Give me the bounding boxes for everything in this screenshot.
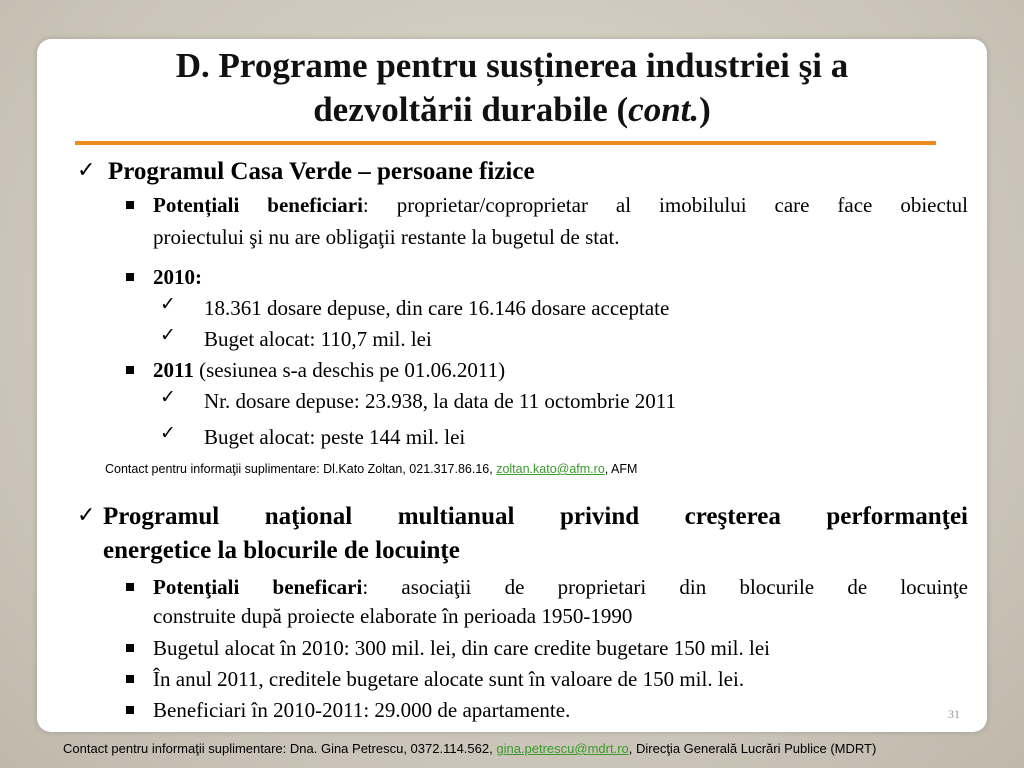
y2011-item-2: Buget alocat: peste 144 mil. lei (204, 425, 466, 449)
section2-beneficiari-line1 (153, 574, 968, 600)
check-icon: ✓ (160, 422, 176, 444)
page-number: 31 (948, 707, 960, 721)
year-2010-label: 2010: (153, 265, 202, 289)
square-bullet-icon (126, 675, 134, 683)
beneficiari-text: : asociaţii de proprietari din blocurile de locuinţe (362, 575, 968, 599)
section1-beneficiari-line2: proiectului şi nu are obligaţii restante la bugetul de stat. (153, 225, 620, 249)
year-2011-line (153, 357, 505, 383)
check-icon: ✓ (77, 503, 96, 528)
title-underline (75, 141, 936, 145)
footer-text: Contact pentru informaţii suplimentare: Dna. Gina Petrescu, 0372.114.562, (63, 741, 497, 756)
section2-item-1: Bugetul alocat în 2010: 300 mil. lei, din care credite bugetare 150 mil. lei (153, 636, 770, 660)
contact-org: , AFM (604, 462, 638, 476)
section2-item-3: Beneficiari în 2010-2011: 29.000 de apartamente. (153, 698, 571, 722)
section2-beneficiari-line2: construite după proiecte elaborate în perioada 1950-1990 (153, 604, 633, 628)
section2-heading-line2: energetice la blocurile de locuinţe (103, 537, 460, 564)
square-bullet-icon (126, 201, 134, 209)
section1-beneficiari-line1 (153, 192, 968, 218)
y2010-item-1: 18.361 dosare depuse, din care 16.146 dosare acceptate (204, 296, 670, 320)
title-line-2-italic: cont. (628, 90, 700, 129)
year-2011-label: 2011 (153, 358, 194, 382)
title-line-1: D. Programe pentru susținerea industriei şi a (175, 46, 849, 85)
title-line-2 (0, 88, 1024, 132)
y2011-item-1: Nr. dosare depuse: 23.938, la data de 11 octombrie 2011 (204, 389, 676, 413)
beneficiari-label: Potențiali beneficiari (153, 193, 363, 217)
square-bullet-icon (126, 706, 134, 714)
year-2011-suffix: (sesiunea s-a deschis pe 01.06.2011) (193, 358, 506, 382)
contact-text: Contact pentru informaţii suplimentare: Dl.Kato Zoltan, 021.317.86.16, (105, 462, 497, 476)
square-bullet-icon (126, 366, 134, 374)
y2010-item-2: Buget alocat: 110,7 mil. lei (204, 327, 432, 351)
contact-email-link[interactable]: zoltan.kato@afm.ro (496, 462, 605, 476)
section2-item-2: În anul 2011, creditele bugetare alocate sunt în valoare de 150 mil. lei. (153, 667, 745, 691)
beneficiari-label: Potenţiali beneficari (153, 575, 363, 599)
footer-org: , Direcţia Generală Lucrări Publice (MDRT) (628, 741, 877, 756)
check-icon: ✓ (77, 158, 96, 183)
check-icon: ✓ (160, 324, 176, 346)
section2-heading-line1: Programul naţional multianual privind creşterea performanţei (103, 503, 968, 530)
slide-title (0, 44, 1024, 132)
footer-contact (63, 741, 876, 757)
square-bullet-icon (126, 644, 134, 652)
title-line-2-end: ) (699, 90, 711, 129)
section1-heading: Programul Casa Verde – persoane fizice (108, 158, 535, 185)
section1-contact (105, 461, 637, 477)
check-icon: ✓ (160, 293, 176, 315)
beneficiari-text: : proprietar/coproprietar al imobilului care face obiectul (362, 193, 968, 217)
check-icon: ✓ (160, 386, 176, 408)
footer-email-link[interactable]: gina.petrescu@mdrt.ro (496, 741, 629, 756)
square-bullet-icon (126, 273, 134, 281)
title-line-2-text: dezvoltării durabile ( (313, 90, 629, 129)
square-bullet-icon (126, 583, 134, 591)
